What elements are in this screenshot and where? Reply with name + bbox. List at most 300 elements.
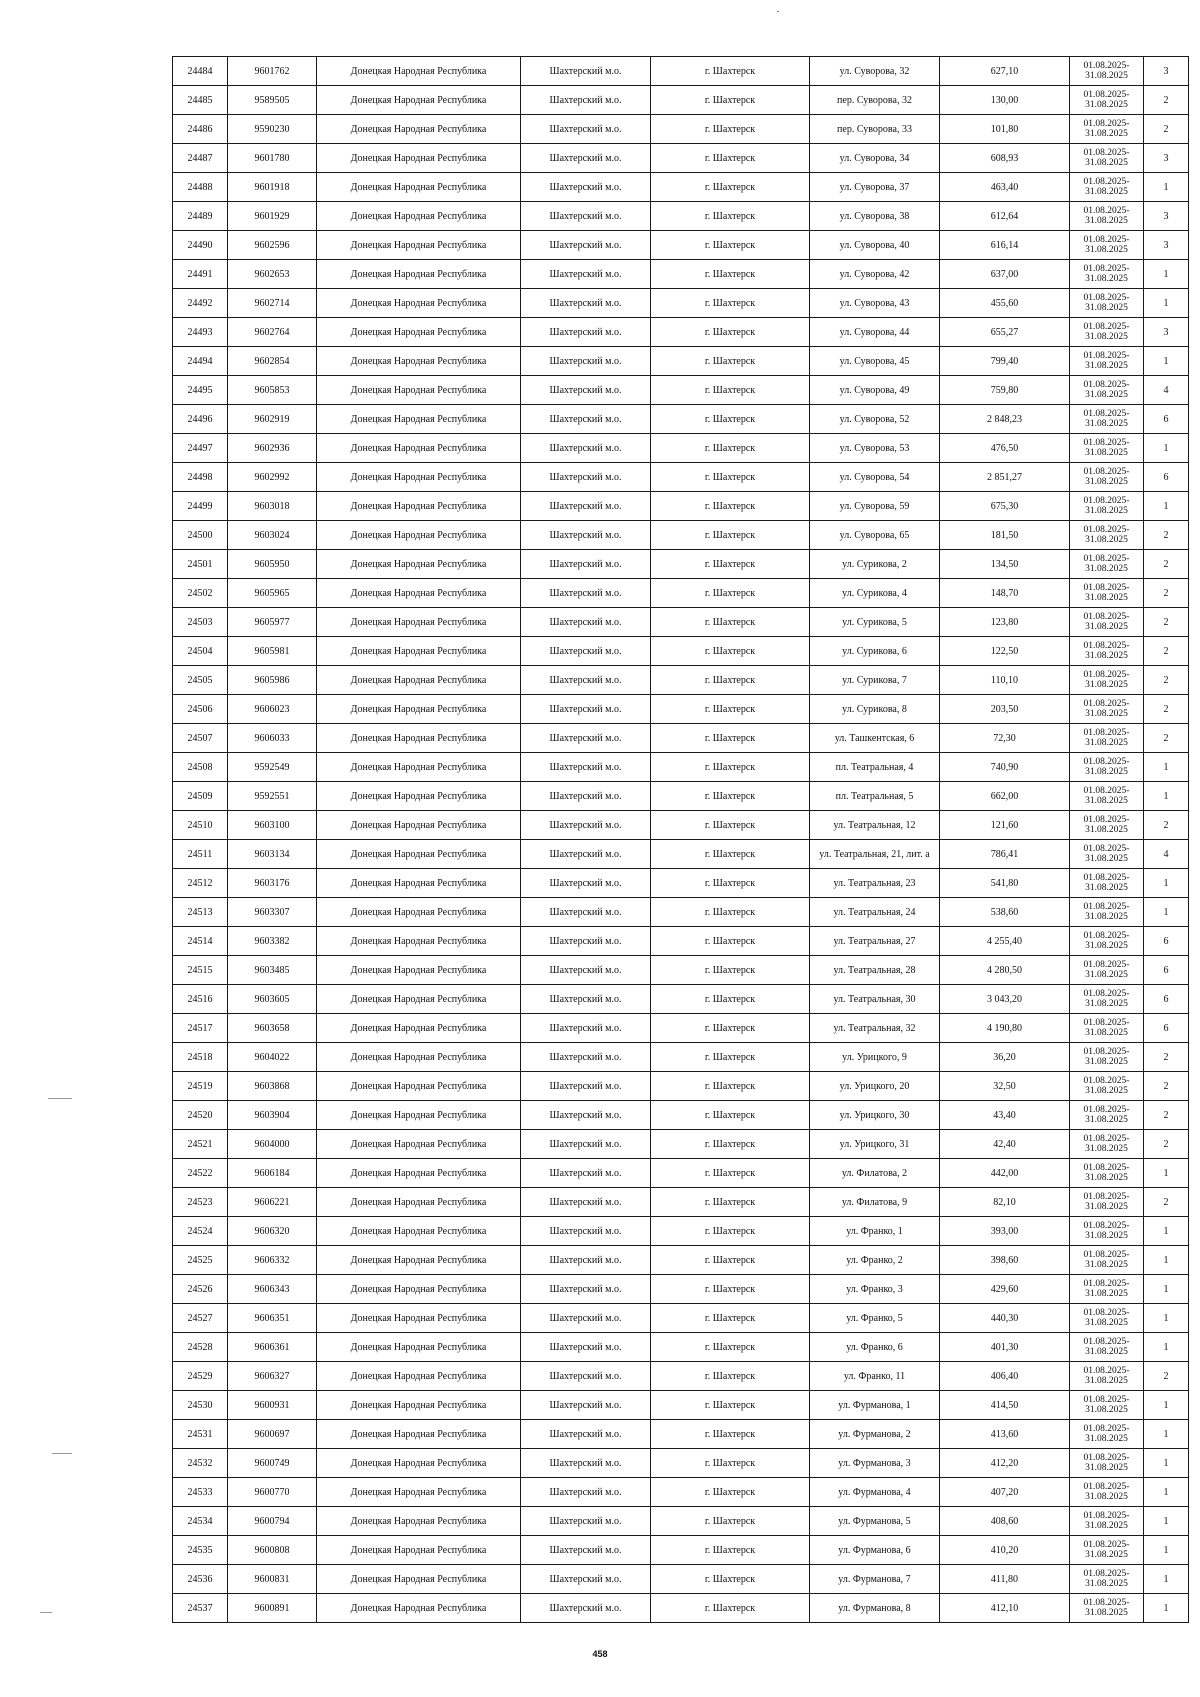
region-cell: Донецкая Народная Республика: [317, 260, 521, 289]
row-number-cell: 24517: [173, 1014, 228, 1043]
row-number-cell: 24508: [173, 753, 228, 782]
address-cell: ул. Франко, 3: [810, 1275, 940, 1304]
region-cell: Донецкая Народная Республика: [317, 173, 521, 202]
area-cell: 410,20: [940, 1536, 1070, 1565]
count-cell: 2: [1144, 521, 1189, 550]
district-cell: Шахтерский м.о.: [521, 202, 651, 231]
district-cell: Шахтерский м.о.: [521, 1420, 651, 1449]
scan-artifact-line: [48, 1098, 72, 1099]
count-cell: 3: [1144, 231, 1189, 260]
table-row: [173, 1072, 1189, 1101]
city-cell: г. Шахтерск: [651, 202, 810, 231]
region-cell: Донецкая Народная Республика: [317, 347, 521, 376]
region-cell: Донецкая Народная Республика: [317, 57, 521, 86]
table-row: [173, 840, 1189, 869]
period-cell: 01.08.2025-31.08.2025: [1070, 956, 1144, 985]
period-cell: 01.08.2025-31.08.2025: [1070, 579, 1144, 608]
area-cell: 476,50: [940, 434, 1070, 463]
district-cell: Шахтерский м.о.: [521, 1536, 651, 1565]
district-cell: Шахтерский м.о.: [521, 782, 651, 811]
object-id-cell: 9602764: [228, 318, 317, 347]
district-cell: Шахтерский м.о.: [521, 1449, 651, 1478]
row-number-cell: 24522: [173, 1159, 228, 1188]
address-cell: ул. Филатова, 9: [810, 1188, 940, 1217]
period-cell: 01.08.2025-31.08.2025: [1070, 753, 1144, 782]
district-cell: Шахтерский м.о.: [521, 1507, 651, 1536]
table-row: [173, 434, 1189, 463]
count-cell: 4: [1144, 840, 1189, 869]
period-cell: 01.08.2025-31.08.2025: [1070, 1304, 1144, 1333]
period-cell: 01.08.2025-31.08.2025: [1070, 86, 1144, 115]
address-cell: ул. Франко, 2: [810, 1246, 940, 1275]
city-cell: г. Шахтерск: [651, 753, 810, 782]
district-cell: Шахтерский м.о.: [521, 1246, 651, 1275]
region-cell: Донецкая Народная Республика: [317, 115, 521, 144]
count-cell: 2: [1144, 1188, 1189, 1217]
row-number-cell: 24488: [173, 173, 228, 202]
row-number-cell: 24509: [173, 782, 228, 811]
city-cell: г. Шахтерск: [651, 898, 810, 927]
area-cell: 538,60: [940, 898, 1070, 927]
region-cell: Донецкая Народная Республика: [317, 666, 521, 695]
district-cell: Шахтерский м.о.: [521, 695, 651, 724]
row-number-cell: 24497: [173, 434, 228, 463]
period-cell: 01.08.2025-31.08.2025: [1070, 1101, 1144, 1130]
object-id-cell: 9605986: [228, 666, 317, 695]
count-cell: 2: [1144, 1101, 1189, 1130]
row-number-cell: 24518: [173, 1043, 228, 1072]
count-cell: 1: [1144, 492, 1189, 521]
period-cell: 01.08.2025-31.08.2025: [1070, 1594, 1144, 1623]
scan-speck: [777, 11, 779, 12]
city-cell: г. Шахтерск: [651, 550, 810, 579]
period-cell: 01.08.2025-31.08.2025: [1070, 985, 1144, 1014]
scan-artifact-line: [40, 1612, 52, 1613]
table-row: [173, 1246, 1189, 1275]
district-cell: Шахтерский м.о.: [521, 724, 651, 753]
district-cell: Шахтерский м.о.: [521, 608, 651, 637]
count-cell: 6: [1144, 405, 1189, 434]
row-number-cell: 24505: [173, 666, 228, 695]
city-cell: г. Шахтерск: [651, 956, 810, 985]
period-cell: 01.08.2025-31.08.2025: [1070, 811, 1144, 840]
city-cell: г. Шахтерск: [651, 86, 810, 115]
area-cell: 413,60: [940, 1420, 1070, 1449]
region-cell: Донецкая Народная Республика: [317, 521, 521, 550]
period-cell: 01.08.2025-31.08.2025: [1070, 1275, 1144, 1304]
period-cell: 01.08.2025-31.08.2025: [1070, 1188, 1144, 1217]
table-row: [173, 1536, 1189, 1565]
address-cell: ул. Сурикова, 8: [810, 695, 940, 724]
count-cell: 3: [1144, 318, 1189, 347]
address-cell: ул. Фурманова, 2: [810, 1420, 940, 1449]
address-cell: ул. Урицкого, 31: [810, 1130, 940, 1159]
row-number-cell: 24502: [173, 579, 228, 608]
table-row: [173, 1333, 1189, 1362]
period-cell: 01.08.2025-31.08.2025: [1070, 202, 1144, 231]
period-cell: 01.08.2025-31.08.2025: [1070, 1478, 1144, 1507]
object-id-cell: 9606332: [228, 1246, 317, 1275]
count-cell: 1: [1144, 1478, 1189, 1507]
count-cell: 6: [1144, 463, 1189, 492]
object-id-cell: 9600831: [228, 1565, 317, 1594]
count-cell: 2: [1144, 115, 1189, 144]
address-cell: ул. Суворова, 59: [810, 492, 940, 521]
region-cell: Донецкая Народная Республика: [317, 1014, 521, 1043]
region-cell: Донецкая Народная Республика: [317, 985, 521, 1014]
count-cell: 1: [1144, 1507, 1189, 1536]
row-number-cell: 24511: [173, 840, 228, 869]
object-id-cell: 9606361: [228, 1333, 317, 1362]
region-cell: Донецкая Народная Республика: [317, 1478, 521, 1507]
row-number-cell: 24500: [173, 521, 228, 550]
table-row: [173, 57, 1189, 86]
row-number-cell: 24527: [173, 1304, 228, 1333]
district-cell: Шахтерский м.о.: [521, 434, 651, 463]
district-cell: Шахтерский м.о.: [521, 521, 651, 550]
table-row: [173, 1188, 1189, 1217]
address-cell: ул. Фурманова, 8: [810, 1594, 940, 1623]
city-cell: г. Шахтерск: [651, 318, 810, 347]
table-row: [173, 260, 1189, 289]
district-cell: Шахтерский м.о.: [521, 57, 651, 86]
table-row: [173, 927, 1189, 956]
area-cell: 608,93: [940, 144, 1070, 173]
object-id-cell: 9600794: [228, 1507, 317, 1536]
object-id-cell: 9604000: [228, 1130, 317, 1159]
region-cell: Донецкая Народная Республика: [317, 1043, 521, 1072]
period-cell: 01.08.2025-31.08.2025: [1070, 608, 1144, 637]
region-cell: Донецкая Народная Республика: [317, 1507, 521, 1536]
district-cell: Шахтерский м.о.: [521, 579, 651, 608]
city-cell: г. Шахтерск: [651, 347, 810, 376]
table-row: [173, 492, 1189, 521]
address-cell: ул. Франко, 11: [810, 1362, 940, 1391]
period-cell: 01.08.2025-31.08.2025: [1070, 260, 1144, 289]
row-number-cell: 24512: [173, 869, 228, 898]
region-cell: Донецкая Народная Республика: [317, 637, 521, 666]
period-cell: 01.08.2025-31.08.2025: [1070, 1391, 1144, 1420]
object-id-cell: 9603605: [228, 985, 317, 1014]
object-id-cell: 9602992: [228, 463, 317, 492]
row-number-cell: 24515: [173, 956, 228, 985]
table-row: [173, 1275, 1189, 1304]
city-cell: г. Шахтерск: [651, 1391, 810, 1420]
city-cell: г. Шахтерск: [651, 1130, 810, 1159]
count-cell: 2: [1144, 637, 1189, 666]
address-cell: ул. Фурманова, 6: [810, 1536, 940, 1565]
row-number-cell: 24492: [173, 289, 228, 318]
district-cell: Шахтерский м.о.: [521, 318, 651, 347]
region-cell: Донецкая Народная Республика: [317, 1275, 521, 1304]
count-cell: 1: [1144, 753, 1189, 782]
period-cell: 01.08.2025-31.08.2025: [1070, 144, 1144, 173]
city-cell: г. Шахтерск: [651, 57, 810, 86]
region-cell: Донецкая Народная Республика: [317, 1246, 521, 1275]
address-cell: ул. Суворова, 65: [810, 521, 940, 550]
object-id-cell: 9603485: [228, 956, 317, 985]
count-cell: 2: [1144, 579, 1189, 608]
object-id-cell: 9600891: [228, 1594, 317, 1623]
address-cell: ул. Сурикова, 5: [810, 608, 940, 637]
district-cell: Шахтерский м.о.: [521, 1565, 651, 1594]
area-cell: 32,50: [940, 1072, 1070, 1101]
object-id-cell: 9606351: [228, 1304, 317, 1333]
region-cell: Донецкая Народная Республика: [317, 782, 521, 811]
address-cell: ул. Суворова, 52: [810, 405, 940, 434]
area-cell: 675,30: [940, 492, 1070, 521]
table-row: [173, 289, 1189, 318]
row-number-cell: 24487: [173, 144, 228, 173]
region-cell: Донецкая Народная Республика: [317, 318, 521, 347]
area-cell: 130,00: [940, 86, 1070, 115]
period-cell: 01.08.2025-31.08.2025: [1070, 463, 1144, 492]
table-row: [173, 144, 1189, 173]
period-cell: 01.08.2025-31.08.2025: [1070, 840, 1144, 869]
city-cell: г. Шахтерск: [651, 1565, 810, 1594]
count-cell: 2: [1144, 1130, 1189, 1159]
period-cell: 01.08.2025-31.08.2025: [1070, 376, 1144, 405]
address-cell: ул. Урицкого, 30: [810, 1101, 940, 1130]
city-cell: г. Шахтерск: [651, 1449, 810, 1478]
area-cell: 429,60: [940, 1275, 1070, 1304]
address-cell: ул. Фурманова, 4: [810, 1478, 940, 1507]
city-cell: г. Шахтерск: [651, 1159, 810, 1188]
address-cell: ул. Сурикова, 2: [810, 550, 940, 579]
table-row: [173, 695, 1189, 724]
count-cell: 1: [1144, 898, 1189, 927]
count-cell: 2: [1144, 724, 1189, 753]
period-cell: 01.08.2025-31.08.2025: [1070, 927, 1144, 956]
period-cell: 01.08.2025-31.08.2025: [1070, 173, 1144, 202]
count-cell: 2: [1144, 608, 1189, 637]
count-cell: 1: [1144, 347, 1189, 376]
region-cell: Донецкая Народная Республика: [317, 405, 521, 434]
table-row: [173, 1304, 1189, 1333]
object-id-cell: 9600749: [228, 1449, 317, 1478]
row-number-cell: 24501: [173, 550, 228, 579]
district-cell: Шахтерский м.о.: [521, 1130, 651, 1159]
object-id-cell: 9603868: [228, 1072, 317, 1101]
table-row: [173, 1130, 1189, 1159]
period-cell: 01.08.2025-31.08.2025: [1070, 1507, 1144, 1536]
object-id-cell: 9600931: [228, 1391, 317, 1420]
address-cell: ул. Суворова, 44: [810, 318, 940, 347]
area-cell: 101,80: [940, 115, 1070, 144]
district-cell: Шахтерский м.о.: [521, 376, 651, 405]
area-cell: 463,40: [940, 173, 1070, 202]
table-row: [173, 753, 1189, 782]
region-cell: Донецкая Народная Республика: [317, 376, 521, 405]
city-cell: г. Шахтерск: [651, 1275, 810, 1304]
district-cell: Шахтерский м.о.: [521, 1217, 651, 1246]
count-cell: 3: [1144, 144, 1189, 173]
table-row: [173, 376, 1189, 405]
region-cell: Донецкая Народная Республика: [317, 1217, 521, 1246]
period-cell: 01.08.2025-31.08.2025: [1070, 492, 1144, 521]
period-cell: 01.08.2025-31.08.2025: [1070, 1043, 1144, 1072]
city-cell: г. Шахтерск: [651, 927, 810, 956]
district-cell: Шахтерский м.о.: [521, 666, 651, 695]
city-cell: г. Шахтерск: [651, 1507, 810, 1536]
address-cell: ул. Суворова, 49: [810, 376, 940, 405]
area-cell: 440,30: [940, 1304, 1070, 1333]
period-cell: 01.08.2025-31.08.2025: [1070, 1420, 1144, 1449]
count-cell: 1: [1144, 869, 1189, 898]
area-cell: 408,60: [940, 1507, 1070, 1536]
area-cell: 148,70: [940, 579, 1070, 608]
row-number-cell: 24503: [173, 608, 228, 637]
area-cell: 442,00: [940, 1159, 1070, 1188]
object-id-cell: 9606033: [228, 724, 317, 753]
row-number-cell: 24537: [173, 1594, 228, 1623]
period-cell: 01.08.2025-31.08.2025: [1070, 1565, 1144, 1594]
count-cell: 2: [1144, 86, 1189, 115]
area-cell: 411,80: [940, 1565, 1070, 1594]
count-cell: 1: [1144, 289, 1189, 318]
area-cell: 72,30: [940, 724, 1070, 753]
city-cell: г. Шахтерск: [651, 434, 810, 463]
table-row: [173, 608, 1189, 637]
count-cell: 2: [1144, 666, 1189, 695]
region-cell: Донецкая Народная Республика: [317, 1159, 521, 1188]
district-cell: Шахтерский м.о.: [521, 869, 651, 898]
city-cell: г. Шахтерск: [651, 666, 810, 695]
address-cell: ул. Филатова, 2: [810, 1159, 940, 1188]
area-cell: 36,20: [940, 1043, 1070, 1072]
area-cell: 401,30: [940, 1333, 1070, 1362]
address-cell: ул. Франко, 5: [810, 1304, 940, 1333]
object-id-cell: 9600697: [228, 1420, 317, 1449]
table-row: [173, 1507, 1189, 1536]
region-cell: Донецкая Народная Республика: [317, 492, 521, 521]
period-cell: 01.08.2025-31.08.2025: [1070, 1217, 1144, 1246]
count-cell: 6: [1144, 956, 1189, 985]
object-id-cell: 9606343: [228, 1275, 317, 1304]
period-cell: 01.08.2025-31.08.2025: [1070, 1536, 1144, 1565]
count-cell: 6: [1144, 985, 1189, 1014]
region-cell: Донецкая Народная Республика: [317, 956, 521, 985]
area-cell: 627,10: [940, 57, 1070, 86]
city-cell: г. Шахтерск: [651, 1188, 810, 1217]
row-number-cell: 24531: [173, 1420, 228, 1449]
region-cell: Донецкая Народная Республика: [317, 840, 521, 869]
object-id-cell: 9603024: [228, 521, 317, 550]
row-number-cell: 24519: [173, 1072, 228, 1101]
table-row: [173, 811, 1189, 840]
city-cell: г. Шахтерск: [651, 1246, 810, 1275]
city-cell: г. Шахтерск: [651, 1478, 810, 1507]
address-cell: ул. Театральная, 28: [810, 956, 940, 985]
district-cell: Шахтерский м.о.: [521, 86, 651, 115]
region-cell: Донецкая Народная Республика: [317, 1304, 521, 1333]
region-cell: Донецкая Народная Республика: [317, 434, 521, 463]
object-id-cell: 9606023: [228, 695, 317, 724]
row-number-cell: 24525: [173, 1246, 228, 1275]
address-cell: ул. Суворова, 40: [810, 231, 940, 260]
region-cell: Донецкая Народная Республика: [317, 1072, 521, 1101]
row-number-cell: 24529: [173, 1362, 228, 1391]
city-cell: г. Шахтерск: [651, 579, 810, 608]
address-cell: ул. Франко, 1: [810, 1217, 940, 1246]
area-cell: 122,50: [940, 637, 1070, 666]
period-cell: 01.08.2025-31.08.2025: [1070, 347, 1144, 376]
region-cell: Донецкая Народная Республика: [317, 463, 521, 492]
city-cell: г. Шахтерск: [651, 376, 810, 405]
count-cell: 1: [1144, 434, 1189, 463]
address-cell: ул. Фурманова, 5: [810, 1507, 940, 1536]
object-id-cell: 9601762: [228, 57, 317, 86]
district-cell: Шахтерский м.о.: [521, 144, 651, 173]
city-cell: г. Шахтерск: [651, 811, 810, 840]
city-cell: г. Шахтерск: [651, 144, 810, 173]
district-cell: Шахтерский м.о.: [521, 289, 651, 318]
object-id-cell: 9600808: [228, 1536, 317, 1565]
city-cell: г. Шахтерск: [651, 1304, 810, 1333]
period-cell: 01.08.2025-31.08.2025: [1070, 550, 1144, 579]
count-cell: 2: [1144, 695, 1189, 724]
object-id-cell: 9603134: [228, 840, 317, 869]
object-id-cell: 9602653: [228, 260, 317, 289]
area-cell: 406,40: [940, 1362, 1070, 1391]
count-cell: 6: [1144, 1014, 1189, 1043]
city-cell: г. Шахтерск: [651, 608, 810, 637]
row-number-cell: 24484: [173, 57, 228, 86]
count-cell: 2: [1144, 1043, 1189, 1072]
city-cell: г. Шахтерск: [651, 260, 810, 289]
area-cell: 786,41: [940, 840, 1070, 869]
period-cell: 01.08.2025-31.08.2025: [1070, 1072, 1144, 1101]
row-number-cell: 24504: [173, 637, 228, 666]
object-id-cell: 9603904: [228, 1101, 317, 1130]
area-cell: 181,50: [940, 521, 1070, 550]
district-cell: Шахтерский м.о.: [521, 753, 651, 782]
district-cell: Шахтерский м.о.: [521, 405, 651, 434]
city-cell: г. Шахтерск: [651, 521, 810, 550]
table-row: [173, 956, 1189, 985]
district-cell: Шахтерский м.о.: [521, 1014, 651, 1043]
row-number-cell: 24498: [173, 463, 228, 492]
address-cell: ул. Суворова, 37: [810, 173, 940, 202]
city-cell: г. Шахтерск: [651, 724, 810, 753]
area-cell: 123,80: [940, 608, 1070, 637]
table-row: [173, 869, 1189, 898]
city-cell: г. Шахтерск: [651, 115, 810, 144]
count-cell: 1: [1144, 1565, 1189, 1594]
city-cell: г. Шахтерск: [651, 1362, 810, 1391]
area-cell: 43,40: [940, 1101, 1070, 1130]
count-cell: 2: [1144, 811, 1189, 840]
address-cell: ул. Сурикова, 6: [810, 637, 940, 666]
address-cell: ул. Театральная, 21, лит. а: [810, 840, 940, 869]
table-row: [173, 579, 1189, 608]
object-id-cell: 9603100: [228, 811, 317, 840]
count-cell: 1: [1144, 1333, 1189, 1362]
table-row: [173, 782, 1189, 811]
area-cell: 393,00: [940, 1217, 1070, 1246]
table-row: [173, 202, 1189, 231]
city-cell: г. Шахтерск: [651, 289, 810, 318]
city-cell: г. Шахтерск: [651, 985, 810, 1014]
city-cell: г. Шахтерск: [651, 1101, 810, 1130]
area-cell: 616,14: [940, 231, 1070, 260]
district-cell: Шахтерский м.о.: [521, 1101, 651, 1130]
address-cell: ул. Суворова, 54: [810, 463, 940, 492]
object-id-cell: 9601918: [228, 173, 317, 202]
address-cell: ул. Суворова, 38: [810, 202, 940, 231]
area-cell: 398,60: [940, 1246, 1070, 1275]
count-cell: 1: [1144, 260, 1189, 289]
